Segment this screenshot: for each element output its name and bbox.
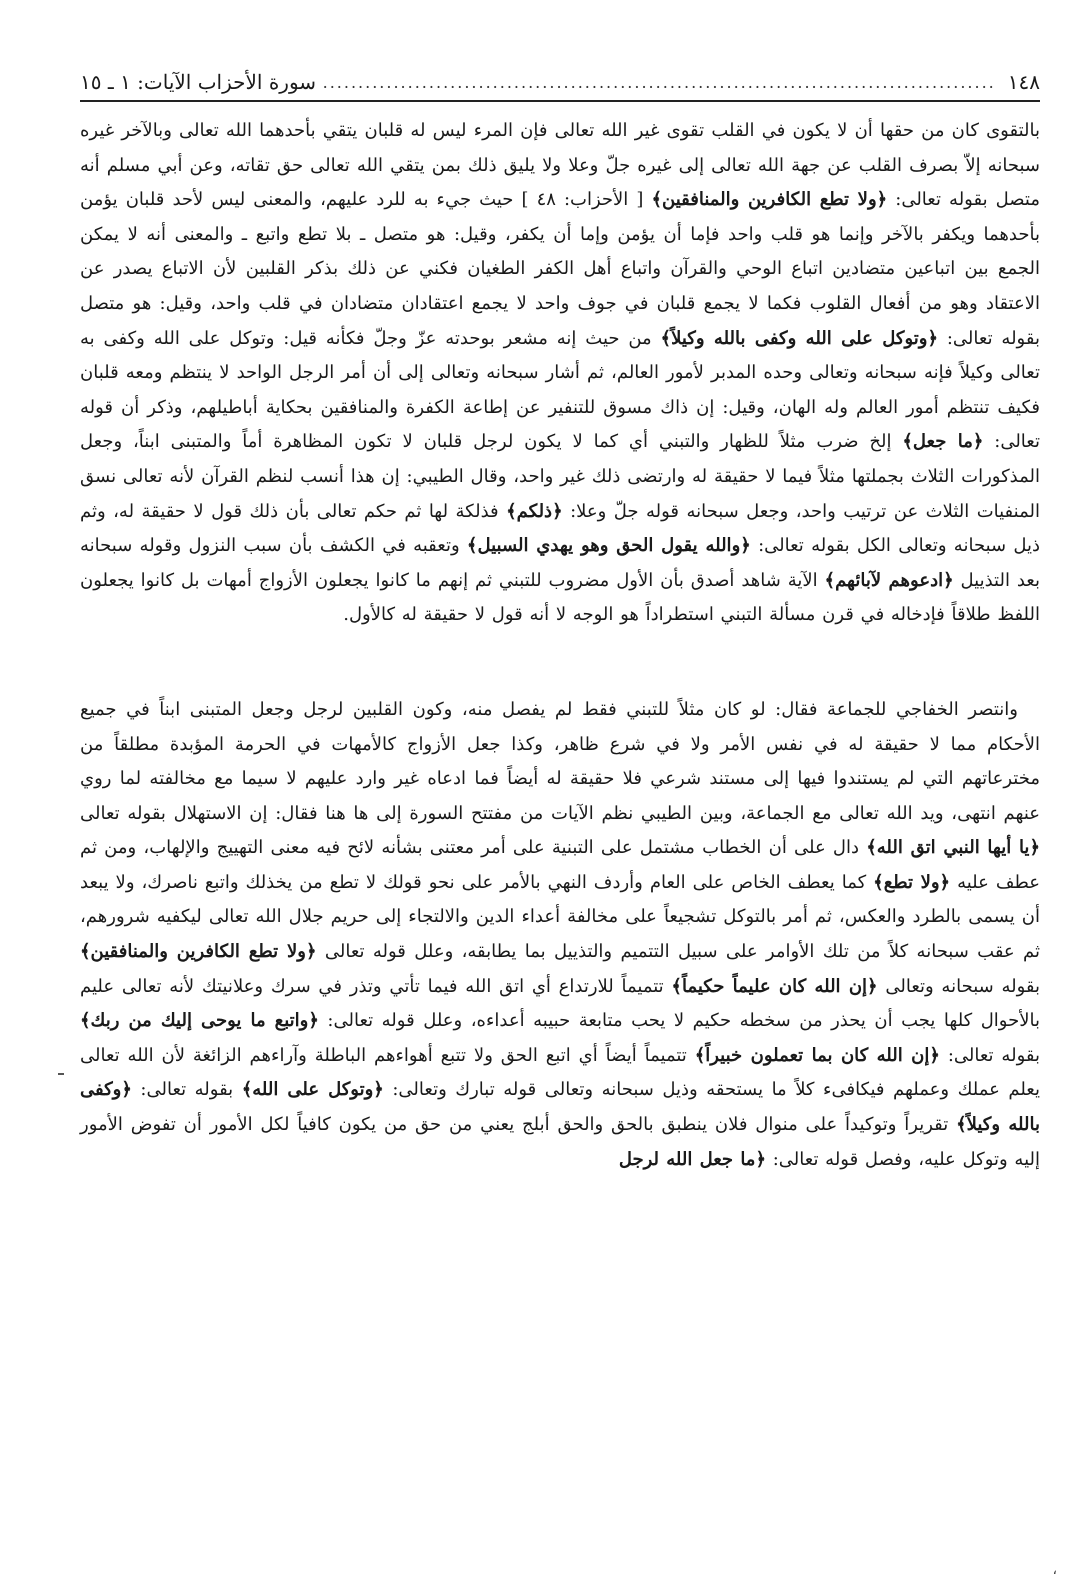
quran-quote: ﴿وتوكل على الله﴾ bbox=[241, 1079, 384, 1101]
text-run: تتميماً للارتداع أي اتق الله فيما تأتي وتذر في سرك وعلانيتك لأنه تعالى عليم بالأحوال كلها يجب أن يحذر من سخطه حكيم لا يحب متابعة حبيبه أعداءه، وعلل قوله تعالى: bbox=[80, 975, 1040, 1032]
header-dot-leader bbox=[320, 73, 996, 92]
margin-speck bbox=[58, 1073, 64, 1075]
quran-quote: ﴿وكفى بالله وكيلاً﴾ bbox=[80, 1079, 1040, 1136]
text-run: تقريراً وتوكيداً على منوال فلان ينطبق بالحق والحق أبلج يعني من حق من يكون كافياً لكل الأمور أن تفوض الأمور إليه وتوكل عليه، وفصل قوله تعالى: bbox=[80, 1114, 1040, 1170]
document-page bbox=[80, 64, 1040, 1564]
text-run: بالتقوى كان من حقها أن لا يكون في القلب تقوى غير الله تعالى فإن المرء ليس له قلبان يتقي بأحدهما الله تعالى وبالآخر غيره سبحانه إلاّ بصرف القلب عن جهة الله تعالى إلى غيره جلّ وعلا ولا يليق ذلك بمن يتقي الله تعالى حق تقاته، وعن أبي مسلم أنه متصل بقوله تعالى: bbox=[80, 120, 1040, 211]
text-run: فذلكة لها ثم حكم تعالى بأن ذلك قول لا حقيقة له، وثم ذيل سبحانه وتعالى الكل بقوله تعالى: bbox=[80, 500, 1041, 557]
quran-quote: ﴿يا أيها النبي اتق الله﴾ bbox=[866, 837, 1040, 859]
quran-quote: ﴿إن الله كان عليماً حكيماً﴾ bbox=[671, 975, 878, 997]
body-paragraph-2 bbox=[80, 693, 1040, 1177]
quran-quote: ﴿ولا تطع الكافرين والمنافقين﴾ bbox=[80, 941, 317, 963]
text-run: وتعقبه في الكشف بأن سبب النزول وقوله سبحانه بعد التذييل bbox=[80, 535, 1040, 591]
text-run: إلخ ضرب مثلاً للظهار والتبني أي كما لا يكون لرجل قلبان لا تكون المظاهرة أماً والمتبنى ابناً، وجعل المذكورات الثلاث بجملتها مثلاً فيما لا حقيقة له وارتضى ذلك غير واحد، وقال الطيبي: إن هذا أنسب لنظم القرآن لأنه تعالى نسق المنفيات الثلاث عن ترتيب واحد، وجعل سبحانه قوله جلّ وعلا: bbox=[80, 431, 1040, 522]
text-run: [ الأحزاب: ٤٨ ] حيث جيء به للرد عليهم، والمعنى ليس لأحد قلبان يؤمن بأحدهما ويكفر بالآخر وإنما هو قلب واحد فإما أن يؤمن وإما أن يكفر، وقيل: هو متصل ـ بلا تطع واتبع ـ والمعنى أنه لا يمكن الجمع بين اتباعين متضادين اتباع الوحي والقرآن واتباع أهل الكفر الطغيان فكني عن ذلك بذكر القلبين لأن الاتباع يصدر عن الاعتقاد وهو من أفعال القلوب فكما لا يجمع قلبان في جوف واحد لا يجمع اعتقادان متضادان في قلب واحد، وقيل: هو متصل بقوله تعالى: bbox=[80, 189, 1040, 349]
running-title: سورة الأحزاب الآيات: ١ ـ ١٥ bbox=[80, 70, 317, 94]
text-run: دال على أن الخطاب مشتمل على التبنية على أمر معتنى بشأنه لائح فيه معنى التهييج والإلهاب، ومن ثم عطف عليه bbox=[80, 837, 1040, 893]
quran-quote: ﴿ولا تطع﴾ bbox=[873, 871, 951, 893]
page-number: ١٤٨ bbox=[1007, 70, 1040, 94]
quran-quote: ﴿ما جعل﴾ bbox=[902, 431, 984, 453]
text-run: تتميماً أيضاً أي اتبع الحق ولا تتبع أهواءهم الباطلة وآراءهم الزائغة لأن الله تعالى يعلم عملك وعملهم فيكافىء كلاً ما يستحقه وذيل سبحانه وتعالى قوله تبارك وتعالى: bbox=[80, 1044, 1040, 1101]
paragraph-gap bbox=[80, 633, 1040, 693]
margin-mark: ، bbox=[1052, 1562, 1057, 1578]
text-run: بقوله سبحانه وتعالى bbox=[877, 975, 1040, 997]
quran-quote: ﴿ادعوهم لآبائهم﴾ bbox=[824, 569, 954, 591]
text-run: بقوله تعالى: bbox=[939, 1044, 1040, 1066]
text-run: من حيث إنه مشعر بوحدته عزّ وجلّ فكأنه قيل: وتوكل على الله وكفى به تعالى وكيلاً فإنه سبحانه وتعالى وحده المدبر لأمور العالم، ثم أشار سبحانه وتعالى إلى أن أمر الرجل الواحد لا ينتظم ومعه قلبان فكيف تنتظم أمور العالم وله الهان، وقيل: إن ذاك مسوق للتنفير عن إطاعة الكفرة والمنافقين بحكاية أباطيلهم، وذكر أن قوله تعالى: bbox=[80, 327, 1040, 453]
page-header bbox=[80, 64, 1040, 102]
body-paragraph-1 bbox=[80, 114, 1040, 633]
quran-quote: ﴿ما جعل الله لرجل bbox=[618, 1148, 766, 1170]
quran-quote: ﴿وتوكل على الله وكفى بالله وكيلاً﴾ bbox=[660, 327, 938, 349]
text-run: بقوله تعالى: bbox=[131, 1079, 242, 1101]
quran-quote: ﴿إن الله كان بما تعملون خبيراً﴾ bbox=[694, 1044, 940, 1066]
quran-quote: ﴿واتبع ما يوحى إليك من ربك﴾ bbox=[80, 1010, 319, 1032]
text-run: كما يعطف الخاص على العام وأردف النهي بالأمر على نحو قولك لا تطع من يخذلك واتبع ناصرك، ولا يبعد أن يسمى بالطرد والعكس، ثم أمر بالتوكل تشجيعاً على مخالفة أعداء الدين والالتجاء إلى حريم جلال الله تعالى ليكفيه شرورهم، ثم عقب سبحانه كلاً من تلك الأوامر على سبيل التتميم والتذييل بما يطابقه، وعلل قوله تعالى bbox=[80, 871, 1040, 963]
quran-quote: ﴿ولا تطع الكافرين والمنافقين﴾ bbox=[651, 189, 888, 211]
quran-quote: ﴿والله يقول الحق وهو يهدي السبيل﴾ bbox=[466, 535, 751, 557]
quran-quote: ﴿ذلكم﴾ bbox=[506, 500, 563, 522]
text-run: الآية شاهد أصدق بأن الأول مضروب للتبني ثم إنهم ما كانوا يجعلون الأزواج أمهات بل كانوا يجعلون اللفظ طلاقاً فإدخاله في قرن مسألة التبني استطراداً هو الوجه لا أنه قول لا حقيقة له كالأول. bbox=[80, 569, 1040, 626]
text-run: وانتصر الخفاجي للجماعة فقال: لو كان مثلاً للتبني فقط لم يفصل منه، وكون القلبين لرجل وجعل المتبنى ابناً في جميع الأحكام مما لا حقيقة له في نفس الأمر ولا في شرع ظاهر، وكذا جعل الأزواج كالأمهات في الحرمة المؤبدة مطلقاً من مخترعاتهم التي لم يستندوا فيها إلى مستند شرعي فلا حقيقة له أيضاً فما ادعاه غير وارد عليهم لا سيما مع مخالفته لما روي عنهم انتهى، ويد الله تعالى مع الجماعة، وبين الطيبي نظم الآيات من مفتتح السورة إلى ها هنا فقال: إن الاستهلال بقوله تعالى bbox=[80, 698, 1040, 824]
